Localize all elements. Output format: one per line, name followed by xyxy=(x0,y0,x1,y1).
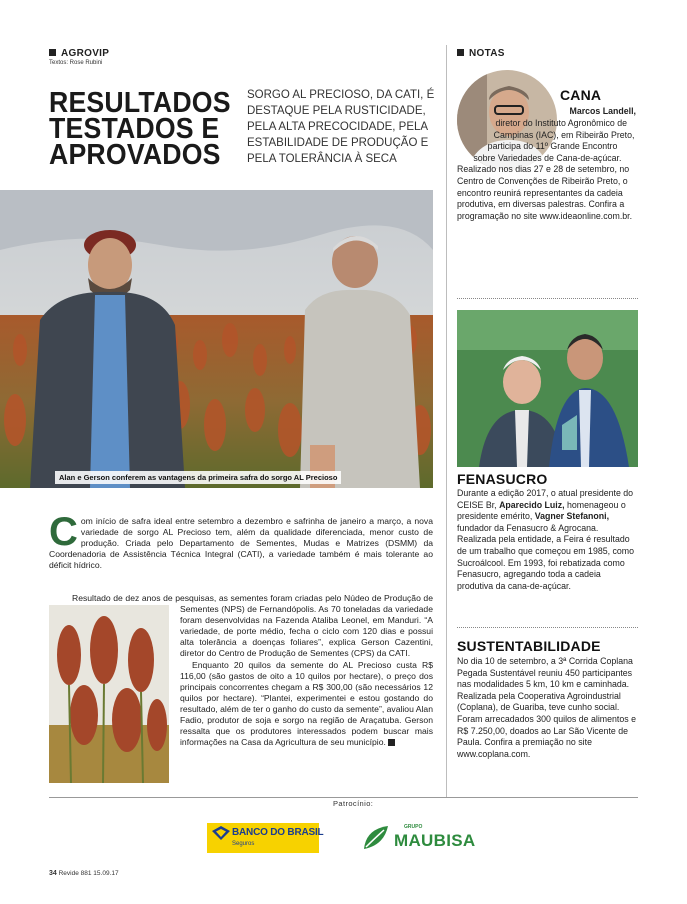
sorghum-photo xyxy=(49,605,169,783)
article-deck: SORGO AL PRECIOSO, DA CATI, É DESTAQUE PELA RUSTICIDADE, PELA ALTA PRECOCIDADE, PELA ESTABILIDADE DE PRODUÇÃO E PELA TOLERÂNCIA À SECA xyxy=(247,89,435,165)
maubisa-leaf-icon xyxy=(362,823,392,853)
footer-divider xyxy=(49,797,638,798)
fenasucro-part-1: Durante a edição 2017, o atual presidente do CEISE Br, xyxy=(457,488,634,510)
cana-bold-lead: Marcos Landell, xyxy=(569,106,636,116)
section-tag-agrovip xyxy=(49,48,109,59)
fenasucro-illustration xyxy=(457,310,638,467)
sponsor-label: Patrocínio: xyxy=(333,799,374,808)
dropcap: C xyxy=(49,510,78,554)
fenasucro-part-2: homenageou o presidente emérito, xyxy=(457,499,626,522)
paragraph-1 xyxy=(49,510,433,571)
paragraph-1-text: om início de safra ideal entre setembro a dezembro e safrinha de janeiro a março, a nova variedade de sorgo AL Precioso tem, além da qualidade diferenciada, menor custo de produção. Criada pelo Departamento de Sementes, Mudas e Matrizes (DSMM) da Coordenadoria de Assistência Técnica Integral (CATI), a variedade também é mais tolerante ao déficit hídrico. xyxy=(49,516,433,571)
headline-line-2: TESTADOS E xyxy=(49,113,220,145)
page-footer xyxy=(49,870,119,877)
section-square-icon xyxy=(49,49,56,56)
fenasucro-photo xyxy=(457,310,638,467)
note-divider xyxy=(457,298,638,299)
column-divider xyxy=(446,45,447,797)
author-credit: Textos: Rose Rubini xyxy=(49,60,103,66)
note-cana-lead xyxy=(548,106,636,118)
note-text-sustentabilidade: No dia 10 de setembro, a 3ª Corrida Coplana Pegada Sustentável reuniu 450 participantes nas modalidades 5 km, 10 km e caminhada. Realizada pela Cooperativa Agroindustrial (Coplana), de Guariba, teve cunho social. Foram arrecadados 300 quilos de alimentos e R$ 7.250,00, doados ao Lar São Vicente de Paula. Confira a premiação no site www.coplana.com. xyxy=(457,656,636,759)
section-tag-notas xyxy=(457,48,505,59)
article-headline xyxy=(49,87,233,171)
issue-info: Revide 881 15.09.17 xyxy=(58,870,119,877)
page-number: 34 xyxy=(49,870,57,877)
headline-line-3: APROVADOS xyxy=(49,139,221,171)
bb-sub: Seguros xyxy=(232,841,255,847)
sorghum-illustration xyxy=(49,605,169,783)
paragraph-3 xyxy=(180,660,433,749)
bb-logo-icon xyxy=(212,826,230,840)
notes-section-label: NOTAS xyxy=(469,48,505,59)
note-text-cana xyxy=(457,118,638,222)
note-title-sustentabilidade: SUSTENTABILIDADE xyxy=(457,638,601,654)
article-body-right xyxy=(72,593,433,748)
cana-text-body: diretor do Instituto Agronômico de Campinas (IAC), em Ribeirão Preto, participa do 11º Grande Encontro sobre Variedades de Cana-de-açúcar. Realizado nos dias 27 e 28 de setembro, no Centro de Convenções de Ribeirão Preto, o encontro reunirá representantes da cadeia produtiva, em diversas palestras. Confira a programação no site www.ideaonline.com.br. xyxy=(457,118,635,221)
bb-name: BANCO DO BRASIL xyxy=(232,827,324,838)
paragraph-2-text: Resultado de dez anos de pesquisas, as sementes foram criadas pelo Núdeo de Produção de Sementes (NPS) de Fernandópolis. As 70 toneladas da variedade foram desenvolvidas na Fazenda Ataliba Leonel, em Manduri. “A variedade, de porte médio, fecha o ciclo com 120 dias e possui alta tolerância a doenças foliares”, explica Gerson Cazentini, diretor do Centro de Produção de Sementes (CPS) da CATI. xyxy=(72,593,433,659)
article-body-top xyxy=(49,510,433,571)
note-title-fenasucro: FENASUCRO xyxy=(457,471,548,487)
fenasucro-bold-2: Vagner Stefanoni, xyxy=(534,511,610,522)
maubisa-name: MAUBISA xyxy=(394,831,476,850)
maubisa-small: GRUPO xyxy=(404,824,423,830)
fenasucro-bold-1: Aparecido Luiz, xyxy=(499,499,565,510)
paragraph-2 xyxy=(72,593,433,660)
note-text-fenasucro xyxy=(457,488,638,592)
paragraph-3-text: Enquanto 20 quilos da semente do AL Precioso custa R$ 116,00 (são gastos de oito a 10 quilos por hectare), o preço dos principais concorrentes chegam a R$ 300,00 (são necessários 12 quilos por hectare). “Plantei, experimentei e estou gostando do resultado, além de ter o ganho do custo da semente”, avaliou Alan Fadio, produtor de soja e sorgo na região de Araçatuba. Gerson ressalta que os produtores interessados podem buscar mais informações na Casa da Agricultura de seu município. xyxy=(180,659,433,748)
main-photo xyxy=(0,190,433,488)
banco-do-brasil-logo xyxy=(207,823,324,853)
note-divider xyxy=(457,627,638,628)
note-title-cana: CANA xyxy=(560,87,602,103)
main-photo-illustration xyxy=(0,190,433,488)
headline-line-1: RESULTADOS xyxy=(49,87,231,119)
section-label: AGROVIP xyxy=(61,48,110,59)
fenasucro-part-3: fundador da Fenasucro & Agrocana. Realizada pela entidade, a Feira é resultado de um trabalho que começou em 1985, como Sucroálcool. Em 1993, foi rebatizada como Fenasucro, agregando toda a cadeia produtiva da cana-de-açúcar. xyxy=(457,522,635,591)
section-square-icon xyxy=(457,49,464,56)
end-mark-icon xyxy=(388,739,395,746)
maubisa-logo xyxy=(362,822,482,854)
photo-caption: Alan e Gerson conferem as vantagens da primeira safra do sorgo AL Precioso xyxy=(55,471,341,484)
